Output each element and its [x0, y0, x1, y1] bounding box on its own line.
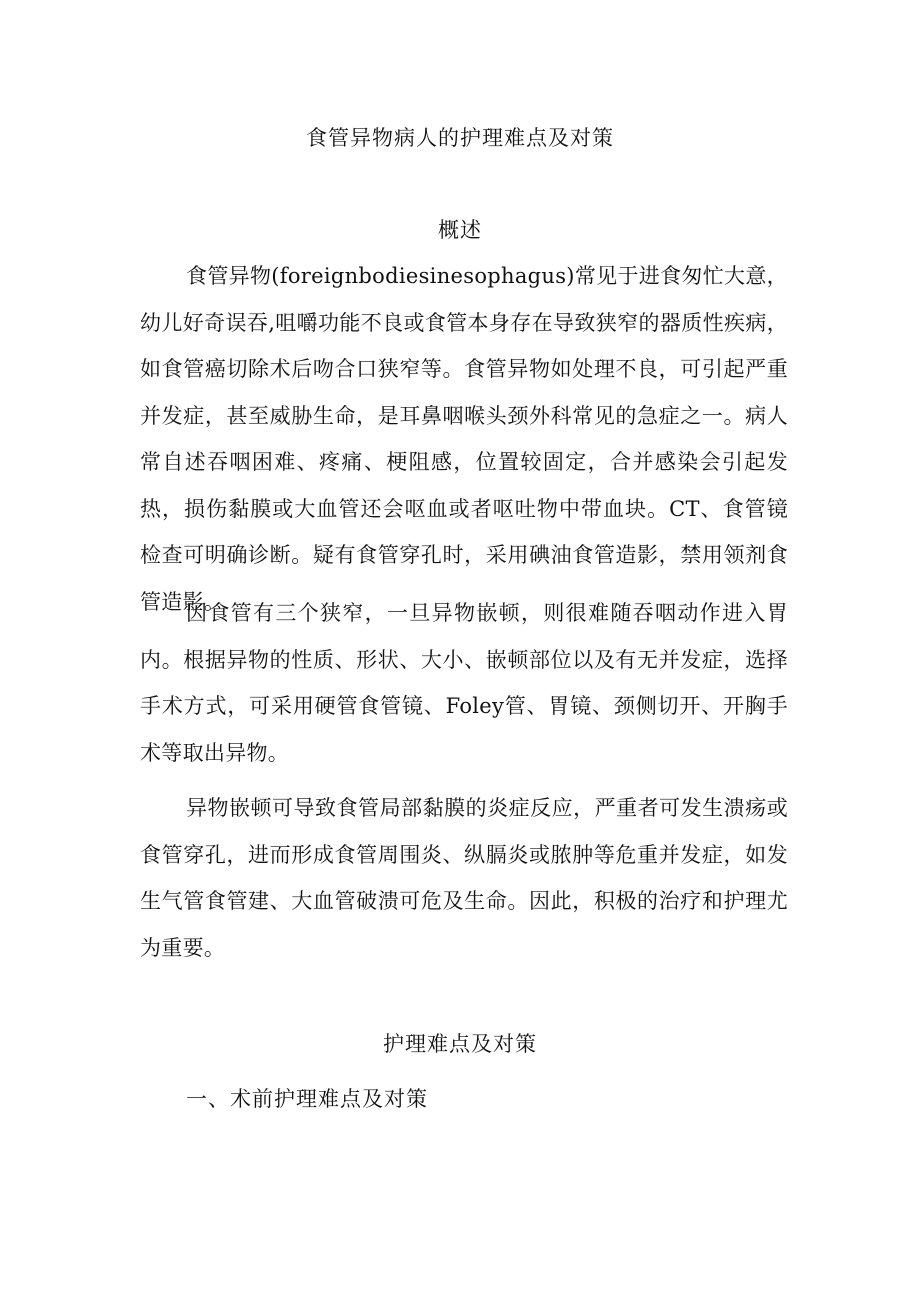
- overview-heading: 概述: [438, 218, 482, 242]
- document-title: 食管异物病人的护理难点及对策: [306, 126, 614, 150]
- paragraph-stenosis: 因食管有三个狭窄，一旦异物嵌顿，则很难随吞咽动作进入胃内。根据异物的性质、形状、大小、嵌顿部位以及有无并发症，选择手术方式，可采用硬管食管镜、Foley管、胃镜、颈侧切开、开胸手术等取出异物。: [140, 601, 788, 765]
- nursing-heading: 护理难点及对策: [383, 1032, 537, 1056]
- paragraph-complications: 异物嵌顿可导致食管局部黏膜的炎症反应，严重者可发生溃疡或食管穿孔，进而形成食管周围炎、纵膈炎或脓肿等危重并发症，如发生气管食管建、大血管破溃可危及生命。因此，积极的治疗和护理尤为重要。: [140, 796, 788, 960]
- paragraph-overview: 食管异物(foreignbodiesinesophagus)常见于进食匆忙大意，幼儿好奇误吞,咀嚼功能不良或食管本身存在导致狭窄的器质性疾病，如食管癌切除术后吻合口狭窄等。食管异物如处理不良，可引起严重并发症，甚至威胁生命，是耳鼻咽喉头颈外科常见的急症之一。病人常自述吞咽困难、疼痛、梗阻感，位置较固定，合并感染会引起发热，损伤黏膜或大血管还会呕血或者呕吐物中带血块。CT、食管镜检查可明确诊断。疑有食管穿孔时，采用碘油食管造影，禁用领剂食管造影。: [140, 264, 788, 614]
- preop-subheading: 一、术前护理难点及对策: [186, 1087, 428, 1111]
